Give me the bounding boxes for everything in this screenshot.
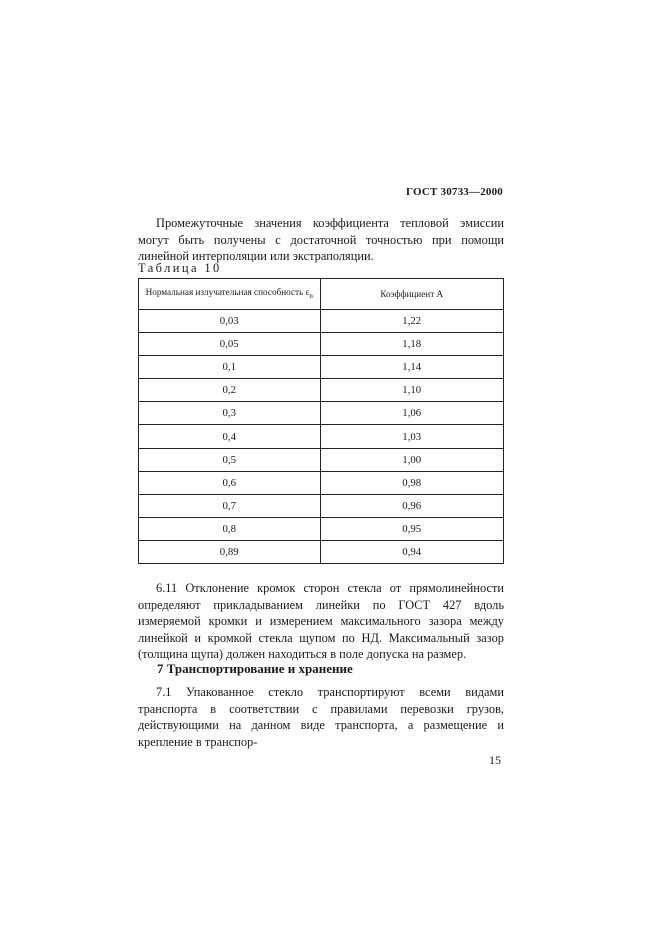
coefficient-value-cell: 0,95 xyxy=(320,517,504,540)
coefficient-value-cell: 1,18 xyxy=(320,333,504,356)
coefficient-value-cell: 1,22 xyxy=(320,310,504,333)
emissivity-value-cell: 0,05 xyxy=(139,333,321,356)
col-header-emissivity-label: Нормальная излучательная способность ε xyxy=(145,286,310,297)
coefficient-value-cell: 1,06 xyxy=(320,402,504,425)
standard-code-header: ГОСТ 30733—2000 xyxy=(406,186,503,198)
coefficient-value-cell: 1,10 xyxy=(320,379,504,402)
emissivity-value-cell: 0,8 xyxy=(139,517,321,540)
table-row xyxy=(139,333,504,356)
section-7-title: 7 Транспортирование и хранение xyxy=(157,661,353,676)
coefficient-value-cell: 0,94 xyxy=(320,540,504,563)
table-row xyxy=(139,379,504,402)
col-header-emissivity-subscript: n xyxy=(309,291,313,300)
emissivity-value-cell: 0,6 xyxy=(139,471,321,494)
coefficient-value-cell: 1,00 xyxy=(320,448,504,471)
table-row xyxy=(139,425,504,448)
table-row xyxy=(139,448,504,471)
table-row xyxy=(139,471,504,494)
emissivity-value-cell: 0,03 xyxy=(139,310,321,333)
table-row xyxy=(139,402,504,425)
emissivity-value-cell: 0,5 xyxy=(139,448,321,471)
emissivity-value-cell: 0,89 xyxy=(139,540,321,563)
table-row xyxy=(139,540,504,563)
table-row xyxy=(139,494,504,517)
col-header-coefficient: Коэффициент A xyxy=(320,279,504,310)
emissivity-value-cell: 0,1 xyxy=(139,356,321,379)
paragraph-7-1: 7.1 Упакованное стекло транспортируют всеми видами транспорта в соответствии с правилами перевозки грузов, действующими на данном виде транспорта, а размещение и крепление в транспор- xyxy=(138,685,504,749)
table-row xyxy=(139,356,504,379)
coefficient-value-cell: 0,96 xyxy=(320,494,504,517)
emissivity-value-cell: 0,3 xyxy=(139,402,321,425)
paragraph-6-11: 6.11 Отклонение кромок сторон стекла от прямолинейности определяют прикладыванием линейки по ГОСТ 427 вдоль измеряемой кромки и измерением максимального зазора между линейкой и кромкой стекла щупом по НД. Максимальный зазор (толщина щупа) должен находиться в поле допуска на размер. xyxy=(138,581,504,661)
coefficient-value-cell: 1,14 xyxy=(320,356,504,379)
emissivity-value-cell: 0,7 xyxy=(139,494,321,517)
table-row xyxy=(139,310,504,333)
coefficient-value-cell: 1,03 xyxy=(320,425,504,448)
emissivity-table xyxy=(138,278,504,564)
table-row xyxy=(139,517,504,540)
table-header-row xyxy=(139,279,504,310)
intro-paragraph: Промежуточные значения коэффициента тепловой эмиссии могут быть получены с достаточной точностью при помощи линейной интерполяции или экстраполяции. xyxy=(138,216,504,263)
col-header-emissivity xyxy=(139,279,321,310)
page-number: 15 xyxy=(489,753,501,767)
emissivity-value-cell: 0,4 xyxy=(139,425,321,448)
emissivity-value-cell: 0,2 xyxy=(139,379,321,402)
coefficient-value-cell: 0,98 xyxy=(320,471,504,494)
table-caption: Таблица 10 xyxy=(138,261,222,275)
